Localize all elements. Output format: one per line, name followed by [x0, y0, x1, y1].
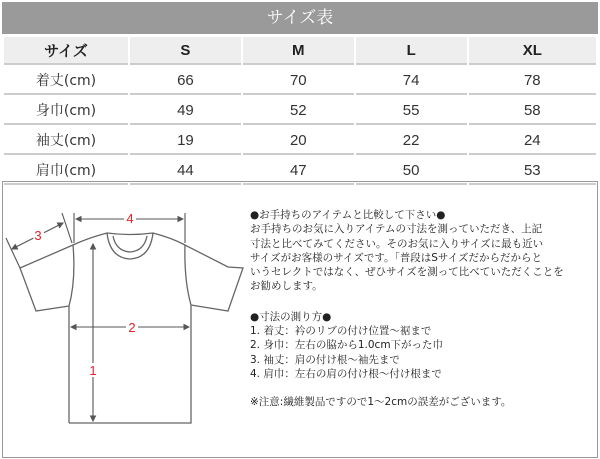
cell: 74: [356, 67, 467, 95]
measure-line: 1. 着丈：衿のリブの付け位置～裾まで: [250, 325, 432, 338]
cell: 44: [130, 157, 241, 185]
cell: 78: [469, 67, 596, 95]
header-l: L: [356, 37, 467, 65]
compare-line: お勧めします。: [250, 280, 323, 293]
measure-line: 2. 身巾：左右の脇から1.0cm下がった巾: [250, 339, 444, 352]
row-label: 肩巾(cm): [4, 157, 128, 185]
cell: 53: [469, 157, 596, 185]
size-chart-title: サイズ表: [2, 2, 598, 34]
row-label: 身巾(cm): [4, 97, 128, 125]
compare-line: 寸法と比べてみてください。そのお気に入りサイズに最も近い: [250, 237, 544, 250]
label-2: 2: [128, 320, 136, 335]
measure-line: 4. 肩巾：左右の肩の付け根～付け根まで: [250, 367, 442, 380]
header-size: サイズ: [4, 37, 128, 65]
label-1: 1: [89, 363, 97, 378]
row-label: 着丈(cm): [4, 67, 128, 95]
compare-heading: ●お手持ちのアイテムと比較して下さい●: [250, 209, 446, 221]
cell: 70: [243, 67, 354, 95]
cell: 49: [130, 97, 241, 125]
cell: 66: [130, 67, 241, 95]
cell: 22: [356, 127, 467, 155]
row-label: 袖丈(cm): [4, 127, 128, 155]
notes: [250, 208, 595, 410]
header-s: S: [130, 37, 241, 65]
measure-heading: ●寸法の測り方●: [250, 310, 332, 323]
measure-line: 3. 袖丈：肩の付け根～袖先まで: [250, 353, 400, 366]
compare-line: いうセレクトではなく、ぜひサイズを測って比べていただくことを: [250, 266, 564, 279]
cell: 20: [243, 127, 354, 155]
label-4: 4: [126, 211, 134, 226]
label-3: 3: [34, 228, 42, 243]
measurement-arrows: [6, 213, 189, 421]
header-m: M: [243, 37, 354, 65]
cell: 47: [243, 157, 354, 185]
header-xl: XL: [469, 37, 596, 65]
cell: 50: [356, 157, 467, 185]
compare-line: サイズがお客様のサイズです。「普段はSサイズだからだからと: [250, 251, 543, 264]
caution-note: ※注意:繊維製品ですので1～2cmの誤差がございます。: [250, 396, 512, 409]
cell: 24: [469, 127, 596, 155]
cell: 58: [469, 97, 596, 125]
compare-line: お手持ちのお気に入りアイテムの寸法を測っていただき、上記: [250, 223, 543, 236]
cell: 52: [243, 97, 354, 125]
cell: 19: [130, 127, 241, 155]
cell: 55: [356, 97, 467, 125]
